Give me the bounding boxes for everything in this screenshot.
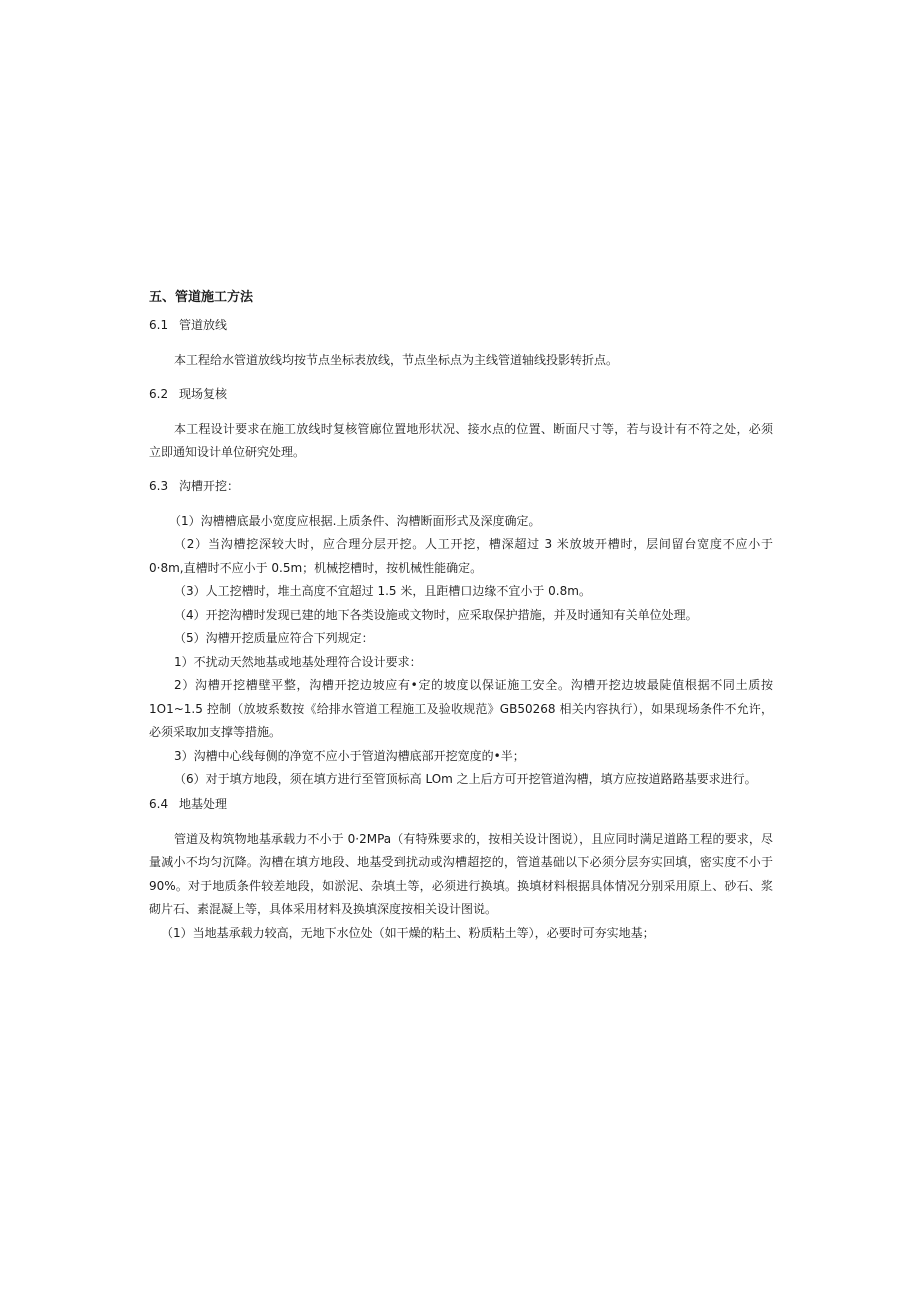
list-item: （5）沟槽开挖质量应符合下列规定： [174, 631, 374, 645]
chapter-title: 五、管道施工方法 [149, 290, 254, 305]
section-title: 地基处理 [179, 796, 228, 811]
section-number: 6.2 [149, 386, 169, 401]
section-heading-6-1 [149, 316, 773, 334]
list-item: （3）人工挖槽时，堆土高度不宜超过 1.5 米，且距槽口边缘不宜小于 0.8m。 [174, 584, 591, 598]
list-item: 2）沟槽开挖槽壁平整，沟槽开挖边坡应有•定的坡度以保证施工安全。沟槽开挖边坡最陡值根据不同土质按 1O1~1.5 控制（放坡系数按《给排水管道工程施工及验收规范》GB50268 相关内容执行），如果现场条件不允许，必须采取加支撑等措施。 [149, 678, 773, 739]
list-item: 3）沟槽中心线每侧的净宽不应小于管道沟槽底部开挖宽度的•半； [174, 748, 525, 763]
document-page [149, 288, 773, 945]
section-number: 6.1 [149, 318, 169, 332]
section-heading-6-3 [149, 477, 773, 495]
section-title: 管道放线 [179, 318, 228, 332]
list-item: （4）开挖沟槽时发现已建的地下各类设施或文物时，应采取保护措施，并及时通知有关单位处理。 [174, 607, 698, 622]
section-6-4-body: 管道及构筑物地基承载力不小于 0·2MPa（有特殊要求的，按相关设计图说），且应同时满足道路工程的要求，尽量减小不均匀沉降。沟槽在填方地段、地基受到扰动或沟槽超挖的，管道基础以下必须分层夯实回填，密实度不小于 90%。对于地质条件较差地段，如淤泥、杂填土等，必须进行换填。换填材料根据具体情况分别采用原上、砂石、浆砌片石、素混凝上等，具体采用材料及换填深度按相关设计图说。 [149, 831, 773, 916]
section-6-2-body: 本工程设计要求在施工放线时复核管廊位置地形状况、接水点的位置、断面尺寸等，若与设计有不符之处，必须立即通知设计单位研究处理。 [149, 421, 773, 459]
section-title: 沟槽开挖： [179, 478, 240, 493]
list-item: （2）当沟槽挖深较大时，应合理分层开挖。人工开挖，槽深超过 3 米放坡开槽时，层间留台宽度不应小于 0·8m,直槽时不应小于 0.5m；机械挖槽时，按机械性能确定。 [149, 537, 773, 575]
section-number: 6.4 [149, 796, 169, 811]
section-title: 现场复核 [179, 386, 228, 401]
section-heading-6-4 [149, 795, 773, 813]
section-number: 6.3 [149, 478, 169, 493]
list-item: 1）不扰动天然地基或地基处理符合设计要求： [174, 654, 422, 669]
list-item: （6）对于填方地段，须在填方进行至管顶标高 LOm 之上后方可开挖管道沟槽，填方应按道路路基要求进行。 [174, 772, 757, 786]
section-6-1-body: 本工程给水管道放线均按节点坐标表放线，节点坐标点为主线管道轴线投影转折点。 [174, 353, 619, 367]
list-item: （1）当地基承载力较高，无地下水位处（如干燥的粘土、粉质粘土等），必要时可夯实地基； [161, 925, 655, 940]
section-heading-6-2 [149, 385, 773, 403]
list-item: （1）沟槽槽底最小宽度应根据.上质条件、沟槽断面形式及深度确定。 [169, 513, 541, 528]
